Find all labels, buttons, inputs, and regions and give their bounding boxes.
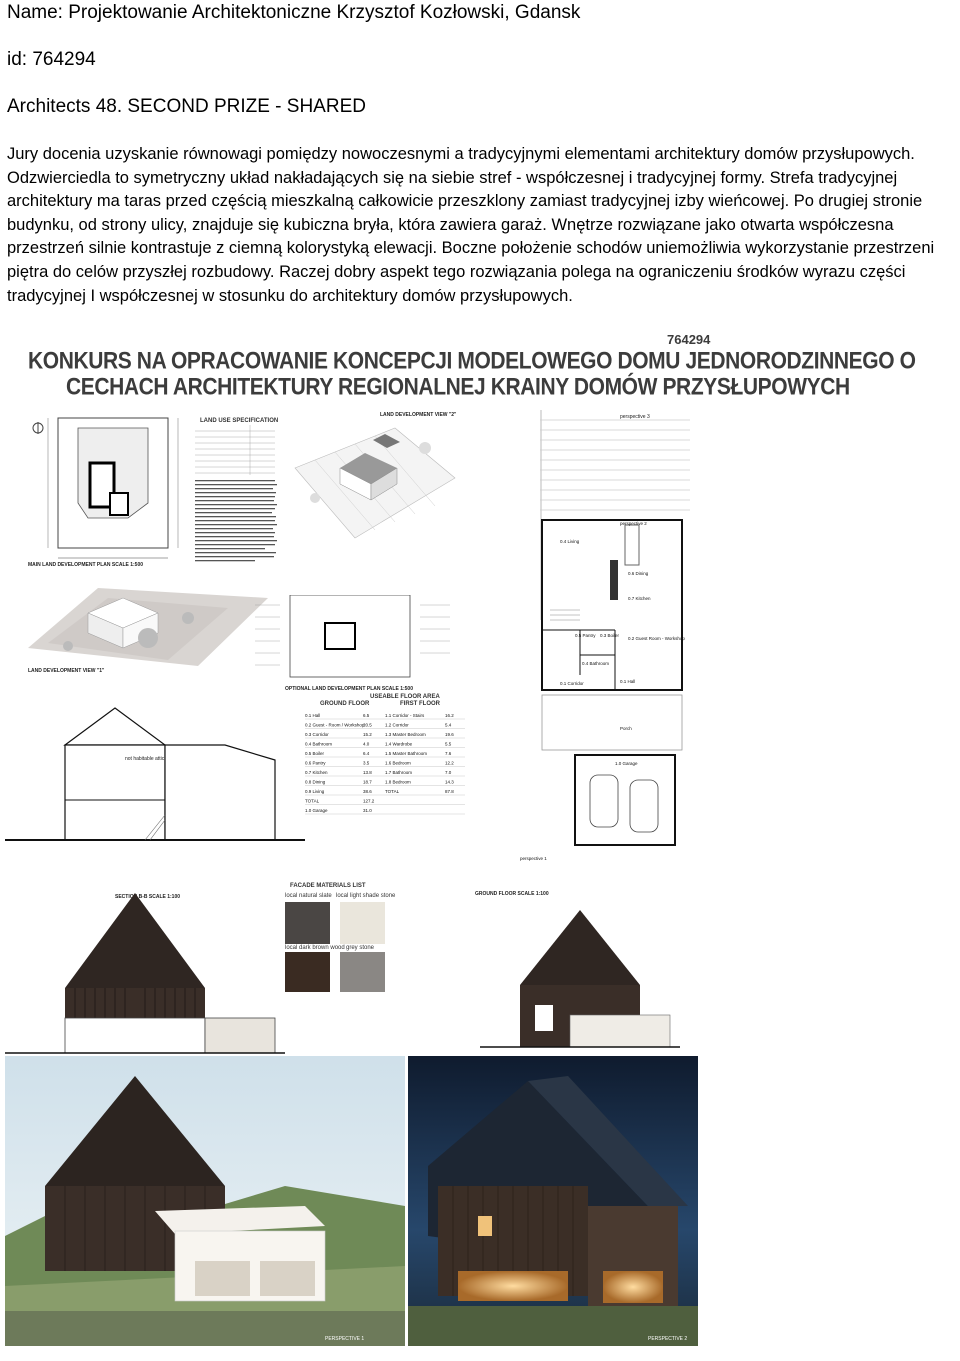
header-id: id: 764294 — [7, 49, 96, 70]
land-development-view-1 — [28, 568, 278, 673]
poster-entry-number: 764294 — [667, 332, 711, 347]
table-cell: TOTAL — [385, 789, 400, 794]
table-cell: 1.8 Bedroom — [385, 779, 411, 785]
room-living: 0.4 Living — [560, 539, 580, 544]
view1-label: LAND DEVELOPMENT VIEW "1" — [28, 668, 105, 673]
swatch-grey — [340, 952, 385, 992]
optional-plan-label: OPTIONAL LAND DEVELOPMENT PLAN SCALE 1:500 — [285, 686, 413, 692]
table-cell: TOTAL — [305, 798, 320, 804]
table-cell: 18.7 — [363, 779, 372, 785]
room-boiler: 0.3 Boiler — [600, 633, 620, 638]
useable-floor-area-table — [305, 708, 465, 823]
useable-area-title: USEABLE FLOOR AREA — [370, 694, 440, 700]
room-garage: 1.0 Garage — [615, 761, 638, 766]
perspective-2-label: PERSPECTIVE 2 — [648, 1336, 688, 1342]
first-floor-heading: FIRST FLOOR — [400, 701, 440, 707]
ground-floor-heading: GROUND FLOOR — [320, 701, 370, 707]
table-cell: 1.1 Corridor - Stairs — [385, 713, 425, 718]
room-porch: Porch — [620, 726, 632, 731]
room-kitchen: 0.7 Kitchen — [628, 596, 651, 601]
table-cell: 19.6 — [445, 732, 454, 737]
perspective-label-3: perspective 3 — [620, 414, 650, 420]
room-guest: 0.2 Guest Room - Workshop — [628, 636, 685, 641]
ground-floor-plan — [520, 515, 720, 875]
swatch-wood-label: local dark brown wood — [285, 945, 345, 951]
table-cell: 127.2 — [363, 798, 375, 804]
swatch-slate-label: local natural slate — [285, 893, 332, 899]
table-cell: 1.2 Corridor — [385, 722, 409, 728]
table-cell: 5.4 — [445, 722, 452, 728]
table-cell: 13.8 — [363, 770, 372, 775]
table-cell: 0.5 Boiler — [305, 751, 325, 756]
land-use-table — [195, 425, 275, 485]
table-cell: 0.6 Pantry — [305, 760, 326, 766]
table-cell: 6.5 — [363, 713, 370, 718]
header-award: Architects 48. SECOND PRIZE - SHARED — [7, 96, 366, 117]
south-facade — [5, 888, 285, 1078]
table-cell: 0.4 Bathroom — [305, 741, 333, 747]
section-b-b — [5, 700, 305, 900]
room-pantry: 0.5 Pantry — [575, 633, 596, 638]
swatch-grey-label: grey stone — [346, 945, 375, 951]
table-cell: 0.8 Dining — [305, 779, 326, 785]
table-cell: 20.5 — [363, 722, 372, 728]
swatch-slate — [285, 902, 330, 944]
poster-title-line2: CECHACH ARCHITEKTURY REGIONALNEJ KRAINY DOMÓW PRZYSŁUPOWYCH — [66, 374, 850, 401]
perspective-label-2: perspective 2 — [620, 521, 647, 526]
table-cell: 1.0 Garage — [305, 808, 328, 813]
optional-land-development-plan — [255, 595, 475, 695]
table-cell: 5.5 — [445, 741, 452, 747]
table-cell: 12.2 — [445, 760, 454, 766]
poster-title-line1: KONKURS NA OPRACOWANIE KONCEPCJI MODELOWEGO DOMU JEDNORODZINNEGO O — [28, 348, 916, 375]
room-dining: 0.6 Dining — [628, 571, 649, 576]
view2-label: LAND DEVELOPMENT VIEW "2" — [380, 412, 457, 418]
swatch-stone — [340, 902, 385, 944]
main-plan-label: MAIN LAND DEVELOPMENT PLAN SCALE 1:500 — [28, 562, 144, 568]
jury-description: Jury docenia uzyskanie równowagi pomiędzy nowoczesnymi a tradycyjnymi elementami architektury domów przysłupowych. Odzwierciedla to symetryczny układ nakładających się na siebie stref - współczesnej i tradycyjnej formy. Strefa tradycyjnej architektury ma taras przed częścią mieszkalną całkowicie przeszklony zamiast tradycyjnej izby wieńcowej. Po drugiej stronie budynku, od strony ulicy, znajduje się kubiczna bryła, która zawiera garaż. Wnętrze rozwiązane jako otwarta współczesna przestrzeń silnie kontrastuje z ciemną kolorystyką elewacji. Boczne położenie schodów uniemożliwia wykorzystanie przestrzeni piętra do celów przyszłej rozbudowy. Raczej dobry aspekt tego rozwiązania polega na ograniczeniu środków wyrazu części tradycyjnej I współczesnej w stosunku do architektury domów przysłupowych. — [7, 145, 935, 305]
table-cell: 31.0 — [363, 808, 372, 813]
table-cell: 0.7 Kitchen — [305, 770, 328, 775]
table-cell: 38.6 — [363, 789, 372, 794]
room-corridor: 0.1 Corridor — [560, 681, 584, 686]
ground-floor-label-area — [475, 885, 735, 905]
not-habitable-attic-label: not habitable attic — [125, 756, 165, 762]
main-land-development-plan — [28, 408, 203, 568]
section-label: SECTION B-B SCALE 1:100 — [115, 894, 181, 900]
road-stripes — [540, 410, 690, 520]
table-cell: 1.3 Master Bedroom — [385, 732, 426, 737]
room-bath: 0.4 Bathroom — [582, 661, 610, 666]
table-cell: 0.9 Living — [305, 789, 325, 794]
table-cell: 4.0 — [363, 741, 370, 747]
header-name: Name: Projektowanie Architektoniczne Krzysztof Kozłowski, Gdansk — [7, 2, 581, 23]
competition-poster — [0, 330, 960, 1361]
table-cell: 6.4 — [363, 751, 370, 756]
table-cell: 0.1 Hall — [305, 713, 321, 718]
perspective-2-render — [408, 1056, 698, 1346]
table-cell: 1.6 Bedroom — [385, 760, 411, 766]
table-cell: 0.3 Corridor — [305, 732, 329, 737]
perspective-label-1: perspective 1 — [520, 856, 547, 861]
table-cell: 7.6 — [445, 751, 452, 756]
land-use-spec-label: LAND USE SPECIFICATION — [200, 418, 279, 424]
table-cell: 16.2 — [445, 713, 454, 718]
swatch-wood — [285, 952, 330, 992]
table-cell: 1.4 Wardrobe — [385, 741, 413, 747]
land-development-view-2 — [285, 408, 460, 558]
ground-floor-plan-label: GROUND FLOOR SCALE 1:100 — [475, 891, 549, 897]
table-cell: 14.3 — [445, 779, 454, 785]
swatch-stone-label: local light shade stone — [336, 893, 396, 899]
project-description-text — [195, 480, 280, 570]
table-cell: 15.2 — [363, 732, 372, 737]
table-cell: 87.8 — [445, 789, 454, 794]
table-cell: 7.0 — [445, 770, 452, 775]
table-cell: 0.2 Guest - Room / Workshop — [305, 722, 365, 728]
table-cell: 1.7 Bathroom — [385, 770, 413, 775]
perspective-1-label: PERSPECTIVE 1 — [325, 1336, 365, 1342]
room-hall: 0.1 Hall — [620, 679, 636, 684]
perspective-1-render — [5, 1056, 405, 1346]
table-cell: 1.5 Master Bathroom — [385, 751, 428, 756]
table-cell: 3.5 — [363, 760, 370, 766]
facade-materials-title: FACADE MATERIALS LIST — [290, 883, 366, 889]
